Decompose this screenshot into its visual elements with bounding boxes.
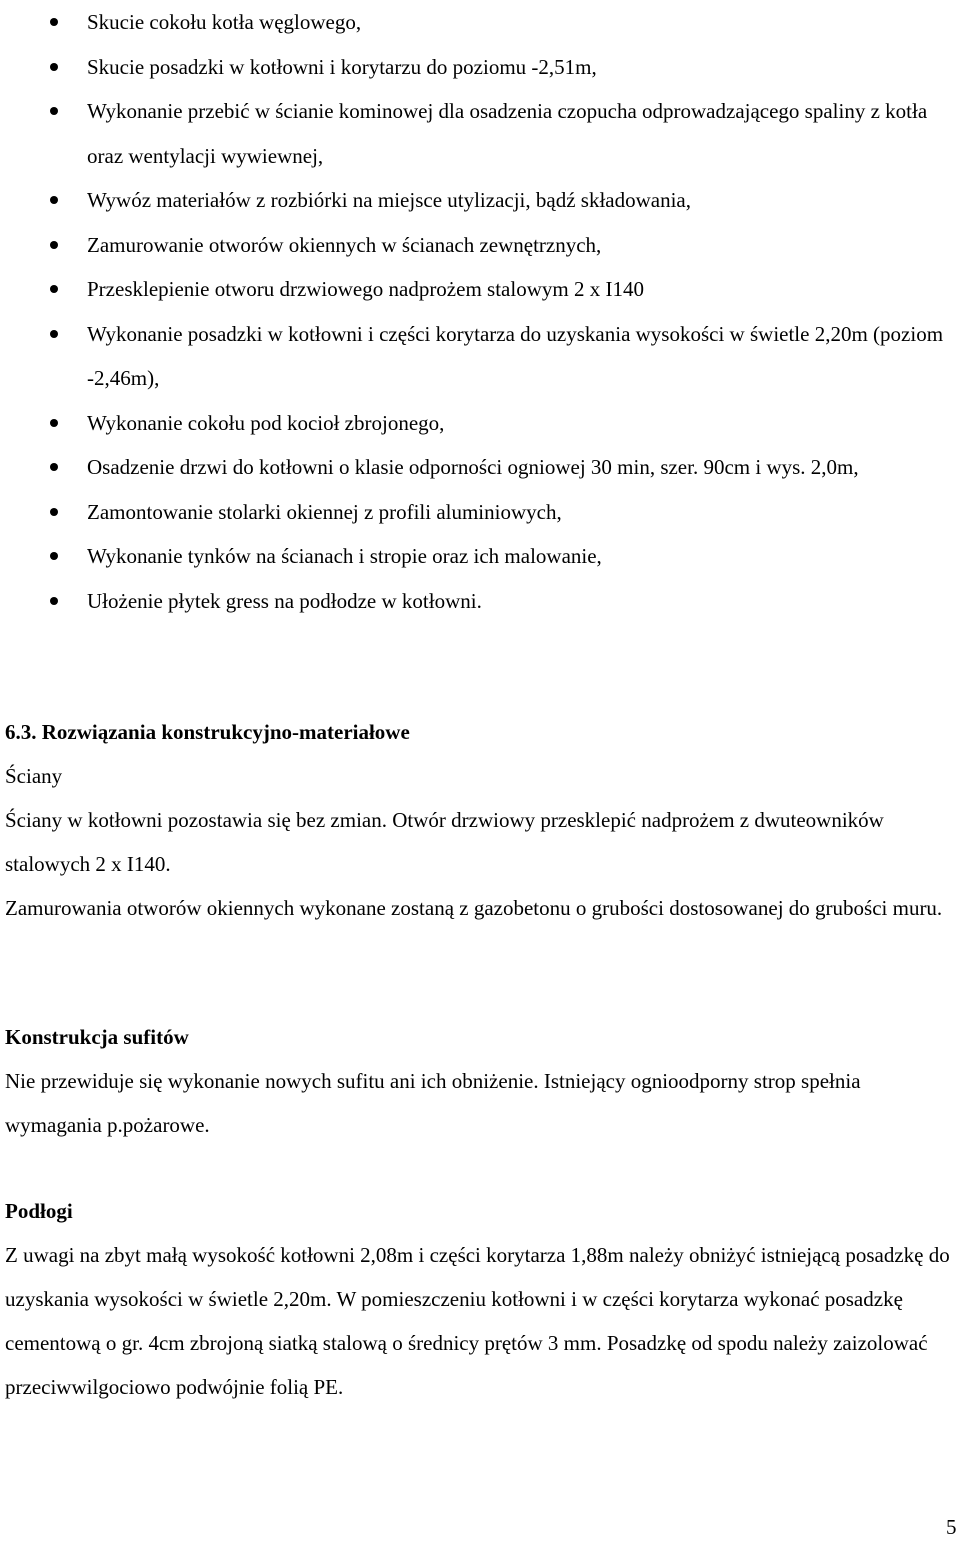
bullet-icon (50, 463, 58, 471)
list-item-text: Zamurowanie otworów okiennych w ścianach zewnętrznych, (87, 232, 602, 257)
bullet-icon (50, 107, 58, 115)
page-number: 5 (946, 1515, 957, 1539)
section-6-3 (5, 710, 960, 930)
bullet-icon (50, 18, 58, 26)
list-item-text: Zamontowanie stolarki okiennej z profili aluminiowych, (87, 499, 562, 524)
list-item (0, 89, 960, 178)
list-item (0, 534, 960, 579)
list-item (0, 178, 960, 223)
bullet-icon (50, 285, 58, 293)
floor-paragraph: Z uwagi na zbyt małą wysokość kotłowni 2,08m i części korytarza 1,88m należy obniżyć istniejącą posadzkę do uzyskania wysokości w świetle 2,20m. W pomieszczeniu kotłowni i w części korytarza wykonać posadzkę cementową o gr. 4cm zbrojoną siatką stalową o średnicy prętów 3 mm. Posadzkę od spodu należy zaizolować przeciwwilgociowo podwójnie folią PE. (5, 1243, 950, 1399)
list-item-text: Wywóz materiałów z rozbiórki na miejsce utylizacji, bądź składowania, (87, 188, 692, 212)
bullet-icon (50, 508, 58, 516)
bullet-icon (50, 597, 58, 605)
bullet-icon (50, 552, 58, 560)
list-item-text: Skucie posadzki w kotłowni i korytarzu do poziomu -2,51m, (87, 54, 597, 79)
list-item (0, 312, 960, 401)
list-item-text: Przesklepienie otworu drzwiowego nadprożem stalowym 2 x I140 (87, 277, 644, 301)
ceiling-paragraph: Nie przewiduje się wykonanie nowych sufitu ani ich obniżenie. Istniejący ognioodporny strop spełnia wymagania p.pożarowe. (5, 1069, 861, 1137)
list-item-text: Skucie cokołu kotła węglowego, (87, 10, 362, 34)
bullet-icon (50, 419, 58, 427)
bullet-icon (50, 330, 58, 338)
list-item-text: Ułożenie płytek gress na podłodze w kotłowni. (87, 588, 482, 613)
bullet-icon (50, 241, 58, 249)
section-heading: 6.3. Rozwiązania konstrukcyjno-materiałowe (5, 720, 410, 744)
list-item-text: Wykonanie przebić w ścianie kominowej dla osadzenia czopucha odprowadzającego spaliny z kotła oraz wentylacji wywiewnej, (87, 99, 928, 168)
list-item-text: Wykonanie tynków na ścianach i stropie oraz ich malowanie, (87, 544, 602, 568)
list-item (0, 401, 960, 446)
list-item (0, 0, 960, 45)
list-item (0, 579, 960, 624)
bullet-icon (50, 196, 58, 204)
ceiling-section (5, 1015, 960, 1147)
list-item (0, 490, 960, 535)
works-list (0, 0, 960, 623)
bullet-icon (50, 63, 58, 71)
floor-heading: Podłogi (5, 1199, 73, 1223)
list-item-text: Wykonanie posadzki w kotłowni i części korytarza do uzyskania wysokości w świetle 2,20m (poziom -2,46m), (87, 321, 944, 390)
list-item (0, 223, 960, 268)
list-item-text: Wykonanie cokołu pod kocioł zbrojonego, (87, 410, 445, 435)
walls-heading: Ściany (5, 764, 63, 788)
walls-paragraph-1: Ściany w kotłowni pozostawia się bez zmian. Otwór drzwiowy przesklepić nadprożem z dwuteowników stalowych 2 x I140. (5, 808, 884, 876)
list-item (0, 267, 960, 312)
list-item-text: Osadzenie drzwi do kotłowni o klasie odporności ogniowej 30 min, szer. 90cm i wys. 2,0m, (87, 455, 859, 479)
list-item (0, 445, 960, 490)
list-item (0, 45, 960, 90)
ceiling-heading: Konstrukcja sufitów (5, 1025, 189, 1049)
walls-paragraph-2: Zamurowania otworów okiennych wykonane zostaną z gazobetonu o grubości dostosowanej do grubości muru. (5, 896, 943, 920)
floor-section (5, 1189, 960, 1409)
